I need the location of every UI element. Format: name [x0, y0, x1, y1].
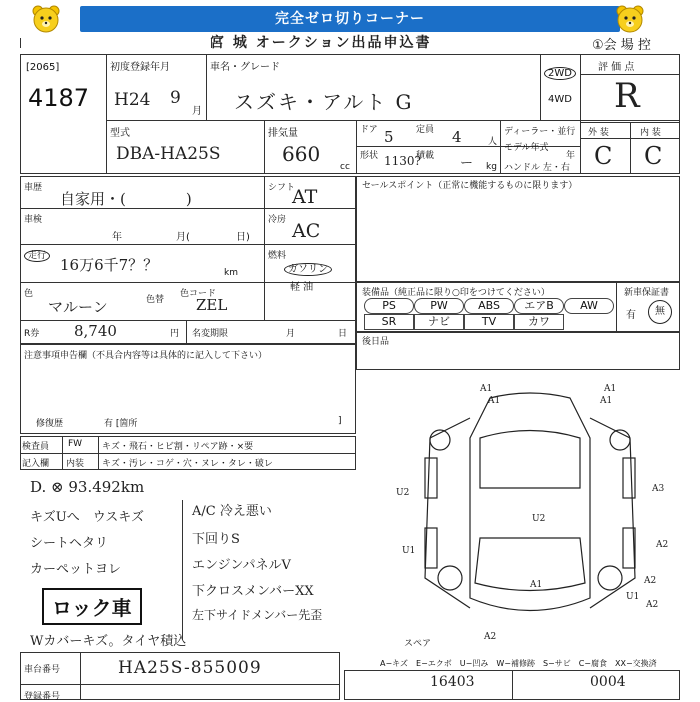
mark-5: A3: [652, 484, 665, 494]
color-change-label: 色替: [146, 295, 165, 305]
mark-2: A1: [604, 384, 617, 394]
rear-frame: [356, 332, 680, 370]
mileage-value: 16万6千7？？: [60, 256, 159, 274]
handwritten-line-4: カーペットヨレ: [30, 562, 122, 577]
mark-10: A1: [530, 580, 543, 590]
equipment-item: ナビ: [414, 314, 464, 330]
mark-8: U2: [532, 514, 546, 524]
inspection-label: 車検: [24, 215, 43, 225]
handwritten-right-3: エンジンパネルV: [192, 558, 291, 573]
venue-label: ①会 場 控: [592, 38, 651, 53]
doors-label: ドア: [360, 125, 378, 135]
mark-1: A1: [480, 384, 493, 394]
repair-answer: 有 [箇所: [104, 419, 138, 429]
name-change-month: 月: [286, 329, 296, 339]
equipment-item: PW: [414, 298, 464, 314]
name-change-day: 日: [338, 329, 348, 339]
notes-label: 注意事項申告欄（不具合内容等は具体的に記入して下さい）: [24, 351, 268, 361]
mark-3: A1: [488, 396, 501, 406]
vehicle-label: 車名・グレード: [210, 62, 280, 73]
equipment-item: カワ: [514, 314, 564, 330]
equipment-item: SR: [364, 314, 414, 330]
handwritten-line-5: Wカバーキズ。タイヤ積込: [30, 634, 187, 649]
inspection-year: 年: [112, 232, 122, 243]
damage-legend: A−キズ E−エクボ U−凹み W−補修跡 S−サビ C−腐食 XX−交換済: [380, 659, 657, 668]
venue-title: 宮 城 オークション出品申込書: [210, 35, 432, 51]
load-label: 積載: [416, 151, 435, 161]
interior-options: キズ・汚レ・コゲ・穴・ヌレ・タレ・破レ: [102, 459, 273, 469]
repair-end: ]: [338, 416, 342, 426]
registration-month: 9: [170, 88, 181, 108]
mark-14: A2: [484, 632, 497, 642]
footer-number-1: 16403: [430, 674, 475, 690]
recycle-value: 8,740: [74, 322, 117, 340]
model-value: DBA-HA25S: [116, 144, 221, 164]
chassis-number: HA25S-855009: [118, 658, 262, 678]
mark-7: U2: [396, 488, 410, 498]
lot-code: [2065]: [26, 62, 60, 73]
recycle-label: R券: [24, 329, 40, 339]
mark-13: U1: [626, 592, 640, 602]
inspection-day: 日): [236, 232, 250, 243]
manual-yes: 有: [626, 310, 636, 321]
handwritten-right-4: 下クロスメンバーXX: [192, 584, 314, 599]
model-label: 型式: [110, 128, 130, 139]
inspection-month: 月(: [176, 232, 190, 243]
inspector-label: 検査員: [22, 442, 50, 452]
mileage-unit: km: [224, 268, 238, 278]
equipment-label: 装備品（純正品に限り○印をつけてください）: [362, 288, 550, 298]
car-outline: [425, 393, 635, 611]
handwritten-line-2: キズUへ ウスキズ: [30, 510, 145, 525]
displacement-value: 660: [282, 142, 321, 166]
shift-label: シフト: [268, 183, 296, 193]
mark-spare: スペア: [404, 639, 432, 649]
capacity-unit: 人: [488, 137, 498, 147]
exterior-grade: C: [594, 142, 613, 170]
footer-number-2: 0004: [590, 674, 626, 690]
rating-score: R: [614, 76, 640, 116]
equipment-item: AW: [564, 298, 614, 314]
aircon-label: 冷房: [268, 215, 287, 225]
header-cells: [20, 38, 212, 48]
interior-row-label: 内装: [66, 459, 85, 469]
drive-4wd: 4WD: [548, 94, 572, 105]
registration-label: 初度登録年月: [110, 62, 170, 73]
doors-value: 5: [384, 128, 394, 146]
name-change-label: 名変期限: [192, 329, 229, 339]
equipment-item: エアB: [514, 298, 564, 314]
fuel-gas: ガソリン: [284, 263, 332, 276]
lock-car-stamp: ロック車: [42, 588, 142, 625]
reg-label: 登録番号: [24, 692, 61, 702]
car-damage-diagram: [380, 378, 680, 650]
record-label: 記入欄: [22, 459, 50, 469]
rating-label: 評 価 点: [598, 62, 635, 73]
interior-label: 内 装: [640, 128, 661, 138]
rear-seat-label: 後日品: [362, 337, 390, 347]
manual-no: 無: [648, 300, 672, 324]
selling-points-label: セールスポイント（正常に機能するものに限ります）: [362, 181, 578, 191]
handwritten-right-5: 左下サイドメンバー先歪: [192, 608, 323, 622]
equipment-item: PS: [364, 298, 414, 314]
fw-options: キズ・飛石・ヒビ割・リペア跡・×要: [102, 442, 254, 452]
banner-title: 完全ゼロ切りコーナー: [80, 6, 620, 32]
exterior-label: 外 装: [588, 128, 609, 138]
displacement-unit: cc: [340, 162, 350, 172]
mileage-label: 走行: [24, 250, 50, 262]
load-unit: kg: [486, 162, 497, 172]
dealer-label: ディーラー・並行: [504, 127, 576, 137]
registration-month-unit: 月: [192, 106, 202, 117]
manual-label: 新車保証書: [624, 288, 670, 298]
capacity-value: 4: [452, 128, 462, 146]
bear-mascot-icon: [30, 3, 62, 35]
equipment-item: TV: [464, 314, 514, 330]
aircon-value: AC: [292, 220, 321, 242]
chassis-label: 車台番号: [24, 665, 61, 675]
mark-6: A2: [656, 540, 669, 550]
handwritten-right-2: 下回りS: [192, 532, 240, 547]
selling-points-frame: [356, 176, 680, 282]
mark-4: A1: [600, 396, 613, 406]
interior-grade: C: [644, 142, 663, 170]
bear-mascot-icon: [614, 3, 646, 35]
capacity-label: 定員: [416, 125, 435, 135]
equipment-item: ABS: [464, 298, 514, 314]
mark-9: U1: [402, 546, 416, 556]
vehicle-name: スズキ・アルト G: [234, 90, 414, 114]
displacement-label: 排気量: [268, 128, 298, 139]
recycle-unit: 円: [170, 329, 180, 339]
model-year-unit: 年: [566, 151, 576, 161]
fw-label: FW: [68, 439, 83, 449]
history-label: 車歴: [24, 183, 43, 193]
fuel-label: 燃料: [268, 251, 287, 261]
history-value: 自家用・( ): [60, 190, 192, 208]
body-type-value: 1130?: [384, 154, 421, 168]
repair-label: 修復歴: [36, 419, 64, 429]
mark-12: A2: [646, 600, 659, 610]
load-value: ー: [460, 156, 474, 171]
shift-value: AT: [292, 186, 318, 208]
lot-number: 4187: [28, 84, 90, 112]
handwritten-right-1: A/C 冷え悪い: [192, 504, 272, 519]
mark-11: A2: [644, 576, 657, 586]
model-year-label: モデル年式: [504, 143, 549, 153]
drive-2wd: 2WD: [544, 68, 576, 79]
body-type-label: 形状: [360, 151, 379, 161]
handwritten-line-3: シートヘタリ: [30, 536, 109, 551]
color-code-label: 色コード: [180, 289, 217, 299]
color-code: ZEL: [196, 296, 228, 314]
registration-era: H24: [114, 90, 151, 110]
color-value: マルーン: [48, 298, 108, 316]
color-label: 色: [24, 289, 34, 299]
handle-label: ハンドル 左・右: [504, 163, 570, 173]
handwritten-line-1: D. ⊗ 93.492km: [30, 478, 145, 496]
fuel-diesel: 軽 油: [290, 282, 314, 293]
